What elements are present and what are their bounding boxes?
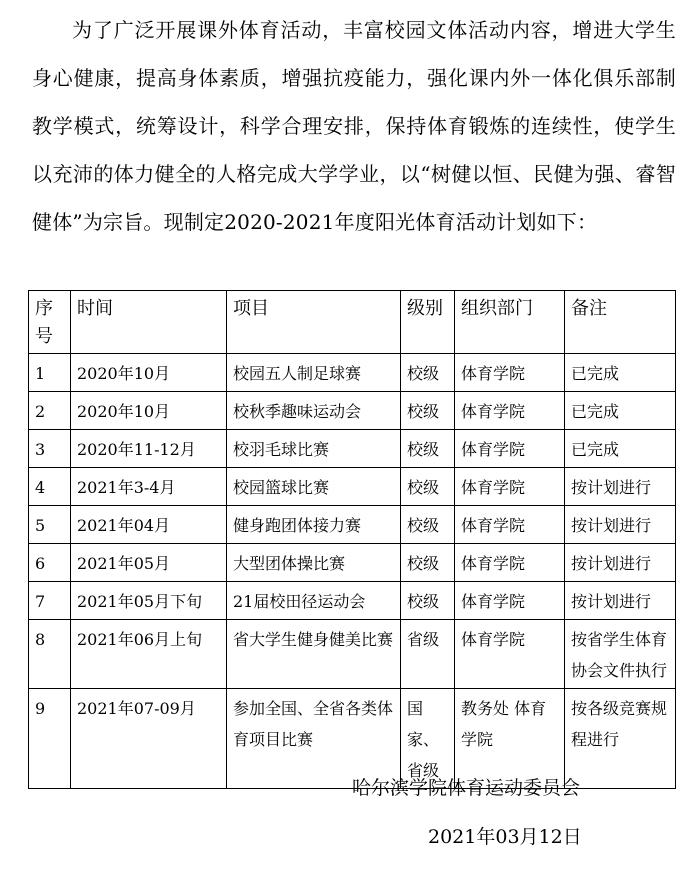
cell-seq: 9 [29, 689, 71, 789]
header-dept: 组织部门 [455, 291, 565, 354]
cell-seq: 2 [29, 392, 71, 430]
cell-time: 2021年04月 [71, 506, 227, 544]
table-row [29, 430, 676, 468]
cell-dept: 体育学院 [455, 620, 565, 689]
cell-seq: 6 [29, 544, 71, 582]
cell-level: 校级 [401, 544, 455, 582]
cell-level: 校级 [401, 506, 455, 544]
signature-date: 2021年03月12日 [428, 826, 582, 848]
cell-dept: 教务处 体育学院 [455, 689, 565, 789]
cell-seq: 4 [29, 468, 71, 506]
cell-item: 省大学生健身健美比赛 [227, 620, 401, 689]
cell-item: 校园篮球比赛 [227, 468, 401, 506]
cell-level: 校级 [401, 582, 455, 620]
cell-dept: 体育学院 [455, 392, 565, 430]
table-row [29, 354, 676, 392]
signature: 哈尔滨学院体育运动委员会 [352, 777, 581, 799]
cell-time: 2020年10月 [71, 392, 227, 430]
cell-time: 2020年10月 [71, 354, 227, 392]
cell-note: 按各级竞赛规程进行 [565, 689, 676, 789]
cell-dept: 体育学院 [455, 544, 565, 582]
cell-level: 校级 [401, 392, 455, 430]
cell-note: 按计划进行 [565, 468, 676, 506]
cell-note: 按计划进行 [565, 506, 676, 544]
cell-level: 省级 [401, 620, 455, 689]
cell-dept: 体育学院 [455, 582, 565, 620]
cell-dept: 体育学院 [455, 506, 565, 544]
header-level: 级别 [401, 291, 455, 354]
cell-note: 按计划进行 [565, 582, 676, 620]
cell-item: 校园五人制足球赛 [227, 354, 401, 392]
cell-level: 国家、省级 [401, 689, 455, 789]
cell-time: 2021年06月上旬 [71, 620, 227, 689]
cell-dept: 体育学院 [455, 354, 565, 392]
table-row [29, 620, 676, 689]
cell-item: 大型团体操比赛 [227, 544, 401, 582]
cell-level: 校级 [401, 430, 455, 468]
cell-seq: 1 [29, 354, 71, 392]
cell-time: 2021年3-4月 [71, 468, 227, 506]
table-row [29, 544, 676, 582]
cell-dept: 体育学院 [455, 430, 565, 468]
cell-seq: 3 [29, 430, 71, 468]
table-row [29, 582, 676, 620]
activity-plan-table [28, 290, 676, 789]
cell-level: 校级 [401, 354, 455, 392]
cell-note: 按计划进行 [565, 544, 676, 582]
cell-seq: 8 [29, 620, 71, 689]
cell-time: 2021年07-09月 [71, 689, 227, 789]
cell-seq: 5 [29, 506, 71, 544]
cell-item: 21届校田径运动会 [227, 582, 401, 620]
cell-note: 已完成 [565, 430, 676, 468]
cell-time: 2021年05月下旬 [71, 582, 227, 620]
cell-dept: 体育学院 [455, 468, 565, 506]
cell-note: 已完成 [565, 354, 676, 392]
header-seq: 序号 [29, 291, 71, 354]
cell-item: 健身跑团体接力赛 [227, 506, 401, 544]
cell-time: 2021年05月 [71, 544, 227, 582]
table-row [29, 468, 676, 506]
header-time: 时间 [71, 291, 227, 354]
cell-seq: 7 [29, 582, 71, 620]
cell-note: 按省学生体育协会文件执行 [565, 620, 676, 689]
cell-note: 已完成 [565, 392, 676, 430]
header-note: 备注 [565, 291, 676, 354]
cell-item: 校羽毛球比赛 [227, 430, 401, 468]
cell-level: 校级 [401, 468, 455, 506]
table-row [29, 392, 676, 430]
table-header-row [29, 291, 676, 354]
header-item: 项目 [227, 291, 401, 354]
intro-paragraph: 为了广泛开展课外体育活动，丰富校园文体活动内容，增进大学生身心健康，提高身体素质，增强抗疫能力，强化课内外一体化俱乐部制教学模式，统筹设计，科学合理安排，保持体育锻炼的连续性，使学生以充沛的体力健全的人格完成大学学业，以“树健以恒、民健为强、睿智健体”为宗旨。现制定2020-2021年度阳光体育活动计划如下： [32, 18, 676, 234]
table-row [29, 506, 676, 544]
cell-time: 2020年11-12月 [71, 430, 227, 468]
cell-item: 校秋季趣味运动会 [227, 392, 401, 430]
cell-item: 参加全国、全省各类体育项目比赛 [227, 689, 401, 789]
